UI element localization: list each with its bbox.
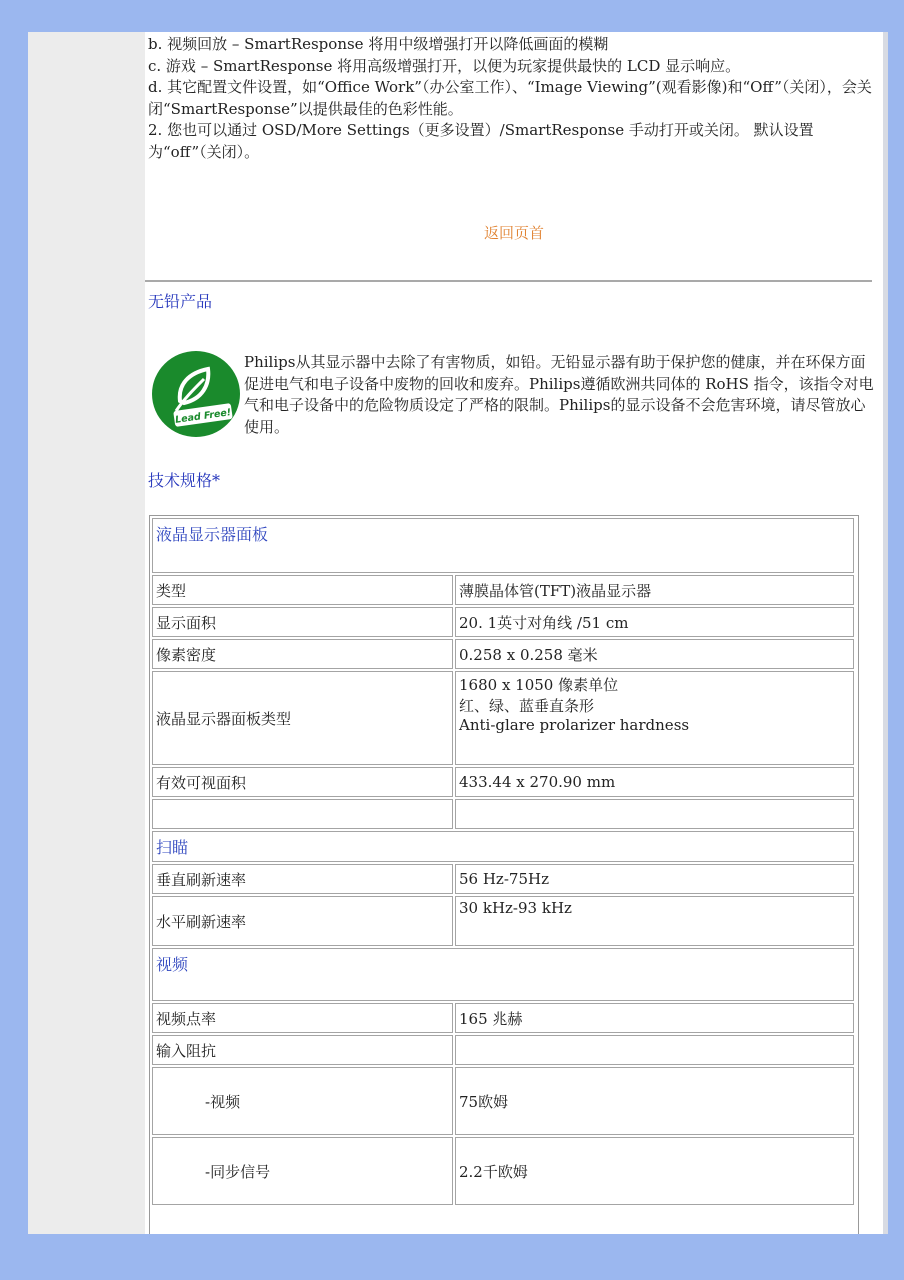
divider	[145, 280, 872, 282]
lead-free-description	[244, 352, 874, 438]
row-value: 20. 1英寸对角线 /51 cm	[455, 607, 854, 637]
row-label: -视频	[152, 1067, 453, 1135]
section-video: 视频	[152, 948, 854, 1001]
note-line: c. 游戏 – SmartResponse 将用高级增强打开，以便为玩家提供最快的 LCD 显示响应。	[148, 56, 741, 75]
note-line: 2. 您也可以通过 OSD/More Settings（更多设置）/SmartResponse 手动打开或关闭。 默认设置为“off”（关闭）。	[148, 121, 814, 161]
row-value: 56 Hz-75Hz	[455, 864, 854, 894]
row-value: 30 kHz-93 kHz	[455, 896, 854, 946]
back-to-top-link[interactable]: 返回页首	[483, 224, 544, 242]
row-value: 75欧姆	[455, 1067, 854, 1135]
table-row	[152, 671, 854, 765]
table-row	[152, 639, 854, 669]
row-label: 有效可视面积	[152, 767, 453, 797]
row-value: 薄膜晶体管(TFT)液晶显示器	[455, 575, 854, 605]
row-label: 输入阻抗	[152, 1035, 453, 1065]
row-label: 垂直刷新速率	[152, 864, 453, 894]
row-value: 165 兆赫	[455, 1003, 854, 1033]
page-frame	[28, 32, 888, 1234]
row-value: 0.258 x 0.258 毫米	[455, 639, 854, 669]
lead-free-paragraph: Philips从其显示器中去除了有害物质，如铅。无铅显示器有助于保护您的健康，并在环保方面促进电气和电子设备中废物的回收和废弃。Philips遵循欧洲共同体的 RoHS 指令，该指令对电气和电子设备中的危险物质设定了严格的限制。Philips的显示设备不会危害环境，请尽管放心使用。	[244, 353, 874, 436]
page-edge-shadow	[883, 32, 888, 1234]
note-line: d. 其它配置文件设置，如“Office Work”（办公室工作）、“Image Viewing”(观看影像)和“Off”（关闭），会关闭“SmartResponse”以提供最佳的色彩性能。	[148, 78, 872, 118]
row-label: 显示面积	[152, 607, 453, 637]
table-row	[152, 864, 854, 894]
table-row	[152, 607, 854, 637]
spec-table	[149, 515, 859, 1234]
row-value	[455, 1035, 854, 1065]
smartresponse-notes	[148, 34, 878, 163]
lead-free-logo-text: Lead Free!	[174, 407, 232, 426]
row-label: 水平刷新速率	[152, 896, 453, 946]
section-lcd-panel: 液晶显示器面板	[152, 518, 854, 573]
table-row	[152, 1067, 854, 1135]
row-value: 433.44 x 270.90 mm	[455, 767, 854, 797]
lead-free-logo	[150, 349, 242, 439]
value-line: Anti-glare prolarizer hardness	[459, 716, 690, 734]
row-label: 像素密度	[152, 639, 453, 669]
value-line: 红、绿、蓝垂直条形	[459, 697, 595, 715]
value-line: 1680 x 1050 像素单位	[459, 676, 619, 694]
table-row	[152, 1137, 854, 1205]
row-value: 2.2千欧姆	[455, 1137, 854, 1205]
row-value	[455, 671, 854, 765]
row-label: 液晶显示器面板类型	[152, 671, 453, 765]
table-row	[152, 1035, 854, 1065]
row-label: -同步信号	[152, 1137, 453, 1205]
table-row	[152, 575, 854, 605]
table-row	[152, 1003, 854, 1033]
table-row	[152, 767, 854, 797]
row-label: 类型	[152, 575, 453, 605]
content-page	[145, 32, 883, 1234]
table-row	[152, 896, 854, 946]
lead-free-heading: 无铅产品	[148, 292, 213, 311]
empty-cell	[455, 799, 854, 829]
specs-heading: 技术规格*	[148, 471, 221, 490]
note-line: b. 视频回放 – SmartResponse 将用中级增强打开以降低画面的模糊	[148, 35, 609, 53]
table-row	[152, 799, 854, 829]
row-label: 视频点率	[152, 1003, 453, 1033]
empty-cell	[152, 799, 453, 829]
section-scan: 扫瞄	[152, 831, 854, 862]
